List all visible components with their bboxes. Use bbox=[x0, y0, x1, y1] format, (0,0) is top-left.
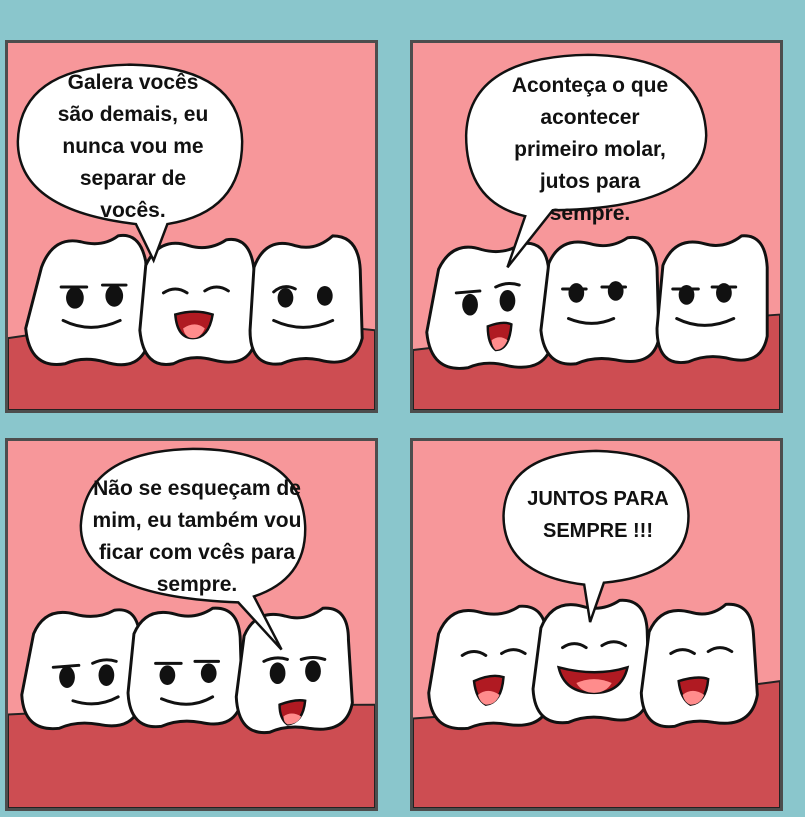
tooth-right bbox=[641, 604, 757, 726]
comic-panel-4 bbox=[410, 438, 783, 811]
speech-text-2: Aconteça o que acontecer primeiro molar, jutos para sempre. bbox=[511, 74, 669, 225]
tooth-middle bbox=[140, 239, 256, 364]
comic-panel-1 bbox=[5, 40, 378, 413]
comic-panel-3 bbox=[5, 438, 378, 811]
tooth-middle bbox=[128, 608, 242, 727]
tooth-left bbox=[22, 610, 142, 729]
tooth-right bbox=[657, 236, 767, 363]
tooth-right bbox=[250, 236, 362, 364]
tooth-middle bbox=[541, 237, 659, 364]
comic-panel-2 bbox=[410, 40, 783, 413]
tooth-left bbox=[427, 243, 553, 368]
speech-text-3: Não se esqueçam de mim, eu também vou ficar com vcês para sempre. bbox=[92, 477, 302, 596]
tooth-left bbox=[429, 606, 551, 728]
speech-text-4: JUNTOS PARA SEMPRE !!! bbox=[527, 488, 669, 542]
speech-text-1: Galera vocês são demais, eu nunca vou me separar de vocês. bbox=[57, 71, 209, 222]
tooth-left bbox=[26, 235, 150, 364]
